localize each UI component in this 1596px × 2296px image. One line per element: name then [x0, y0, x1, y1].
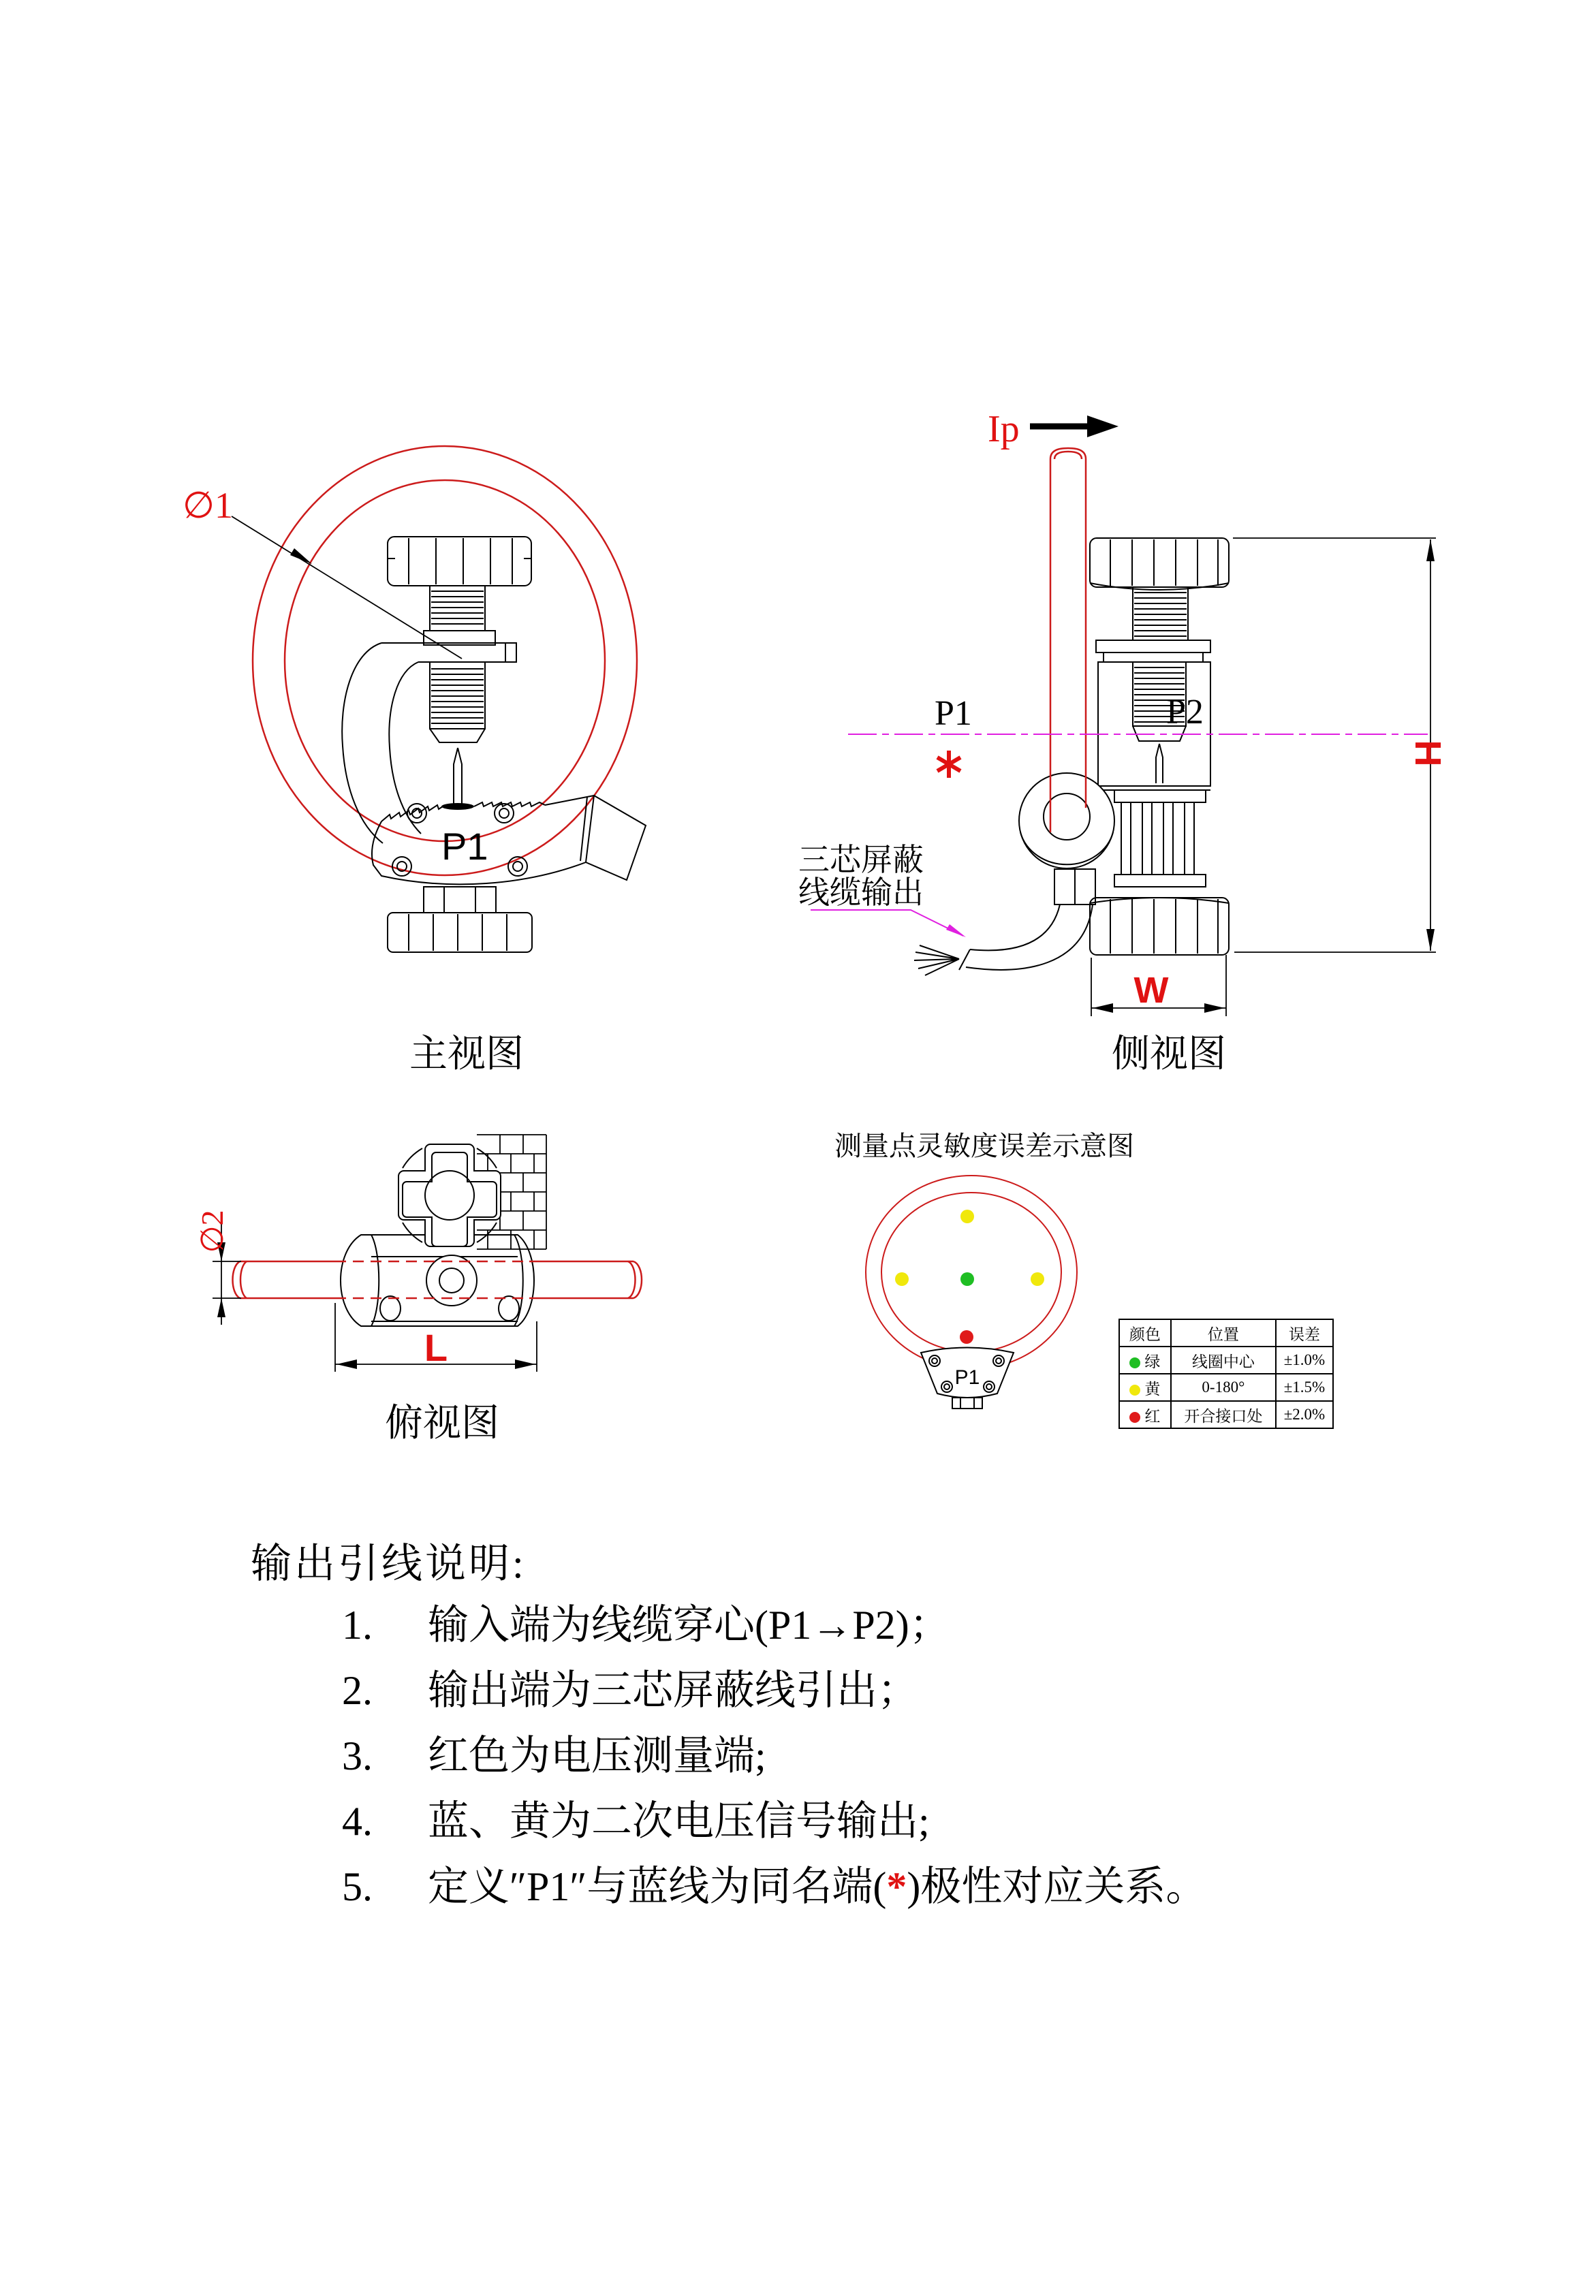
- table-row-yellow: [1119, 1374, 1333, 1401]
- dia1-leader-line: [232, 516, 462, 659]
- error-cell: ±1.0%: [1276, 1347, 1333, 1374]
- front-view-title: 主视图: [409, 1033, 524, 1075]
- col-header-position: 位置: [1171, 1319, 1276, 1347]
- sens-dot-bottom: [960, 1330, 973, 1344]
- polarity-star: *: [886, 1864, 907, 1909]
- table-row-red: [1119, 1401, 1333, 1428]
- note-item-3: [342, 1723, 766, 1782]
- cable-frayed-wires: [914, 945, 959, 975]
- position-cell: 0-180°: [1171, 1374, 1276, 1401]
- ip-label: Ip: [988, 408, 1020, 450]
- side-p2-label: P2: [1166, 693, 1204, 732]
- green-dot-icon: [1129, 1357, 1140, 1368]
- notes-title: 输出引线说明:: [251, 1541, 527, 1586]
- sens-dot-right: [1031, 1272, 1044, 1286]
- note-number: 2.: [342, 1668, 373, 1713]
- sens-dot-center: [960, 1272, 974, 1286]
- color-name: 黄: [1144, 1380, 1161, 1398]
- red-dot-icon: [1129, 1412, 1140, 1423]
- error-cell: ±1.5%: [1276, 1374, 1333, 1401]
- front-view: [183, 446, 646, 1075]
- dia2-label: ∅2: [195, 1210, 230, 1253]
- h-dimension: [1233, 538, 1436, 952]
- position-cell: 开合接口处: [1171, 1401, 1276, 1428]
- polarity-asterisk: [937, 751, 960, 778]
- note-text: 红色为电压测量端;: [428, 1733, 766, 1778]
- note-item-1: [342, 1592, 950, 1651]
- note-text: )极性对应关系。: [907, 1864, 1207, 1909]
- note-text: 输入端为线缆穿心(P1→P2)；: [428, 1603, 950, 1648]
- sensitivity-title: 测量点灵敏度误差示意图: [834, 1131, 1134, 1161]
- cable-note-leader-arrow: [946, 924, 966, 937]
- col-header-color: 颜色: [1119, 1319, 1171, 1347]
- top-view: [195, 1135, 642, 1445]
- dia1-label: ∅1: [183, 485, 234, 526]
- side-p1-label: P1: [935, 694, 972, 733]
- note-item-5: [342, 1854, 1206, 1913]
- front-coil-outer-circle: [253, 446, 637, 875]
- error-cell: ±2.0%: [1276, 1401, 1333, 1428]
- note-number: 4.: [342, 1799, 373, 1844]
- position-cell: 线圈中心: [1171, 1347, 1276, 1374]
- table-header-row: [1119, 1319, 1333, 1347]
- cable-note-line1: 三芯屏蔽: [798, 843, 924, 877]
- yellow-dot-icon: [1129, 1385, 1140, 1396]
- cable-note-line2: 线缆输出: [798, 875, 924, 910]
- note-item-2: [342, 1658, 918, 1716]
- sensitivity-table: [1118, 1319, 1334, 1429]
- sens-dot-top: [960, 1210, 974, 1223]
- side-view: [798, 408, 1448, 1075]
- sens-dot-left: [895, 1272, 909, 1286]
- color-name: 绿: [1144, 1353, 1161, 1370]
- note-number: 1.: [342, 1603, 373, 1648]
- top-view-title: 俯视图: [385, 1402, 499, 1445]
- note-text: 定义″P1″与蓝线为同名端(: [428, 1864, 887, 1909]
- side-view-title: 侧视图: [1112, 1033, 1226, 1075]
- note-text: 蓝、黄为二次电压信号输出;: [428, 1799, 930, 1844]
- l-label: L: [424, 1326, 448, 1369]
- front-coil-inner-circle: [285, 480, 605, 841]
- cross-knob: [398, 1144, 501, 1246]
- ip-arrow-head: [1087, 415, 1118, 437]
- note-item-4: [342, 1789, 930, 1847]
- note-text: 输出端为三芯屏蔽线引出；: [428, 1668, 918, 1713]
- sens-p1-label: P1: [954, 1366, 980, 1389]
- note-number: 3.: [342, 1733, 373, 1778]
- sensitivity-diagram: [834, 1131, 1134, 1409]
- front-p1-label: P1: [441, 825, 488, 868]
- note-number: 5.: [342, 1864, 373, 1909]
- color-name: 红: [1144, 1407, 1161, 1425]
- table-row-green: [1119, 1347, 1333, 1374]
- cable-note-leader: [811, 910, 963, 936]
- dia1-leader-arrow: [290, 548, 312, 564]
- col-header-error: 误差: [1276, 1319, 1333, 1347]
- h-label: H: [1407, 740, 1448, 767]
- w-label: W: [1133, 970, 1169, 1011]
